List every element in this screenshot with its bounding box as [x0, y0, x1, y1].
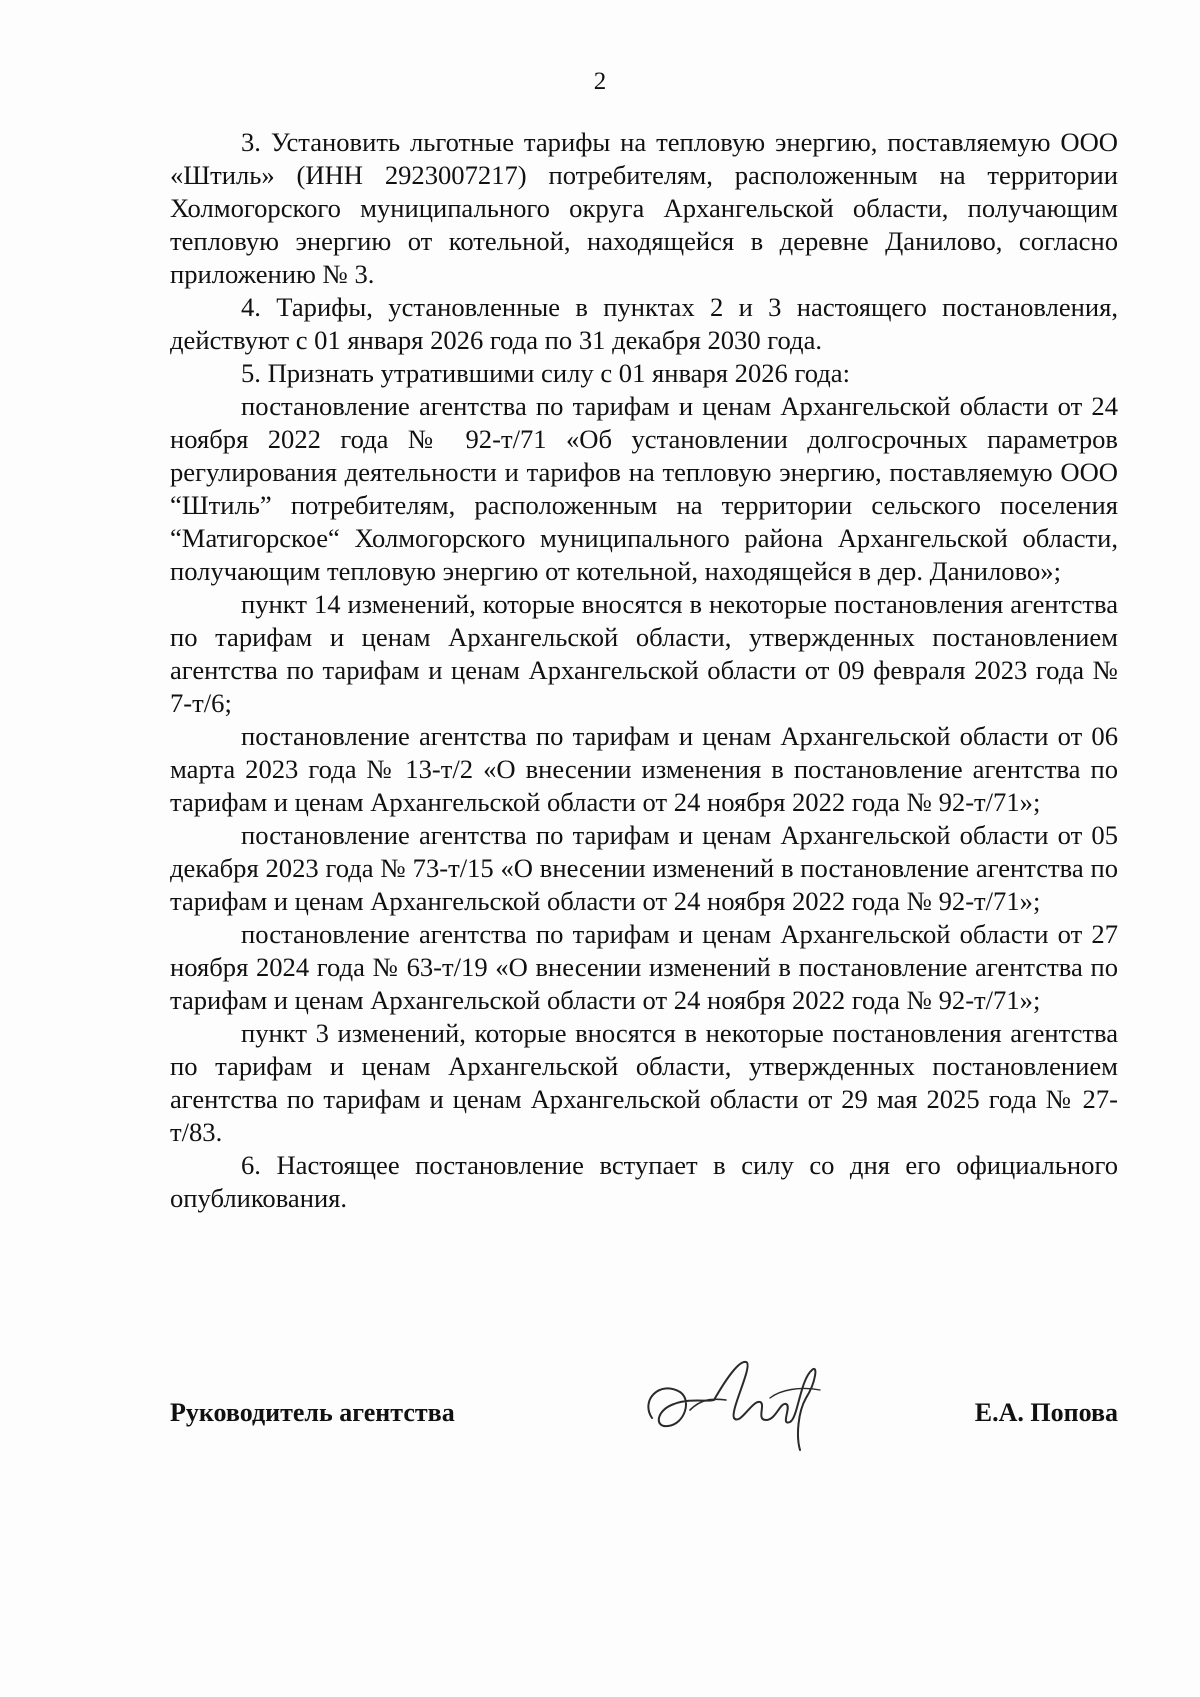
paragraph-4: 4. Тарифы, установленные в пунктах 2 и 3 настоящего постановления, действуют с 01 января 2026 года по 31 декабря 2030 года. — [170, 292, 1118, 355]
paragraph-5-item-5: постановление агентства по тарифам и ценам Архангельской области от 27 ноября 2024 года № 63-т/19 «О внесении изменений в постановление агентства по тарифам и ценам Архангельской области от 24 ноября 2022 года № 92-т/71»; — [170, 919, 1118, 1015]
paragraph-5-item-3: постановление агентства по тарифам и ценам Архангельской области от 06 марта 2023 года № 13-т/2 «О внесении изменения в постановление агентства по тарифам и ценам Архангельской области от 24 ноября 2022 года № 92-т/71»; — [170, 721, 1118, 817]
document-body — [170, 126, 1118, 1215]
paragraph-3: 3. Установить льготные тарифы на тепловую энергию, поставляемую ООО «Штиль» (ИНН 2923007217) потребителям, расположенным на территории Холмогорского муниципального округа Архангельской области, получающим тепловую энергию от котельной, находящейся в деревне Данилово, согласно приложению № 3. — [170, 127, 1118, 289]
handwritten-signature-icon — [630, 1340, 830, 1460]
signatory-title: Руководитель агентства — [170, 1398, 455, 1427]
signature-block — [170, 1360, 1118, 1480]
paragraph-6: 6. Настоящее постановление вступает в силу со дня его официального опубликования. — [170, 1150, 1118, 1213]
paragraph-5-item-6: пункт 3 изменений, которые вносятся в некоторые постановления агентства по тарифам и ценам Архангельской области, утвержденных постановлением агентства по тарифам и ценам Архангельской области от 29 мая 2025 года № 27-т/83. — [170, 1018, 1118, 1147]
signatory-name: Е.А. Попова — [974, 1398, 1118, 1427]
paragraph-5-item-4: постановление агентства по тарифам и ценам Архангельской области от 05 декабря 2023 года № 73-т/15 «О внесении изменений в постановление агентства по тарифам и ценам Архангельской области от 24 ноября 2022 года № 92-т/71»; — [170, 820, 1118, 916]
paragraph-5-item-2: пункт 14 изменений, которые вносятся в некоторые постановления агентства по тарифам и ценам Архангельской области, утвержденных постановлением агентства по тарифам и ценам Архангельской области от 09 февраля 2023 года № 7-т/6; — [170, 589, 1118, 718]
paragraph-5-item-1: постановление агентства по тарифам и ценам Архангельской области от 24 ноября 2022 года № 92-т/71 «Об установлении долгосрочных параметров регулирования деятельности и тарифов на тепловую энергию, поставляемую ООО “Штиль” потребителям, расположенным на территории сельского поселения “Матигорское“ Холмогорского муниципального района Архангельской области, получающим тепловую энергию от котельной, находящейся в дер. Данилово»; — [170, 391, 1118, 586]
paragraph-5: 5. Признать утратившими силу с 01 января 2026 года: — [241, 358, 850, 388]
page-number: 2 — [593, 68, 607, 95]
